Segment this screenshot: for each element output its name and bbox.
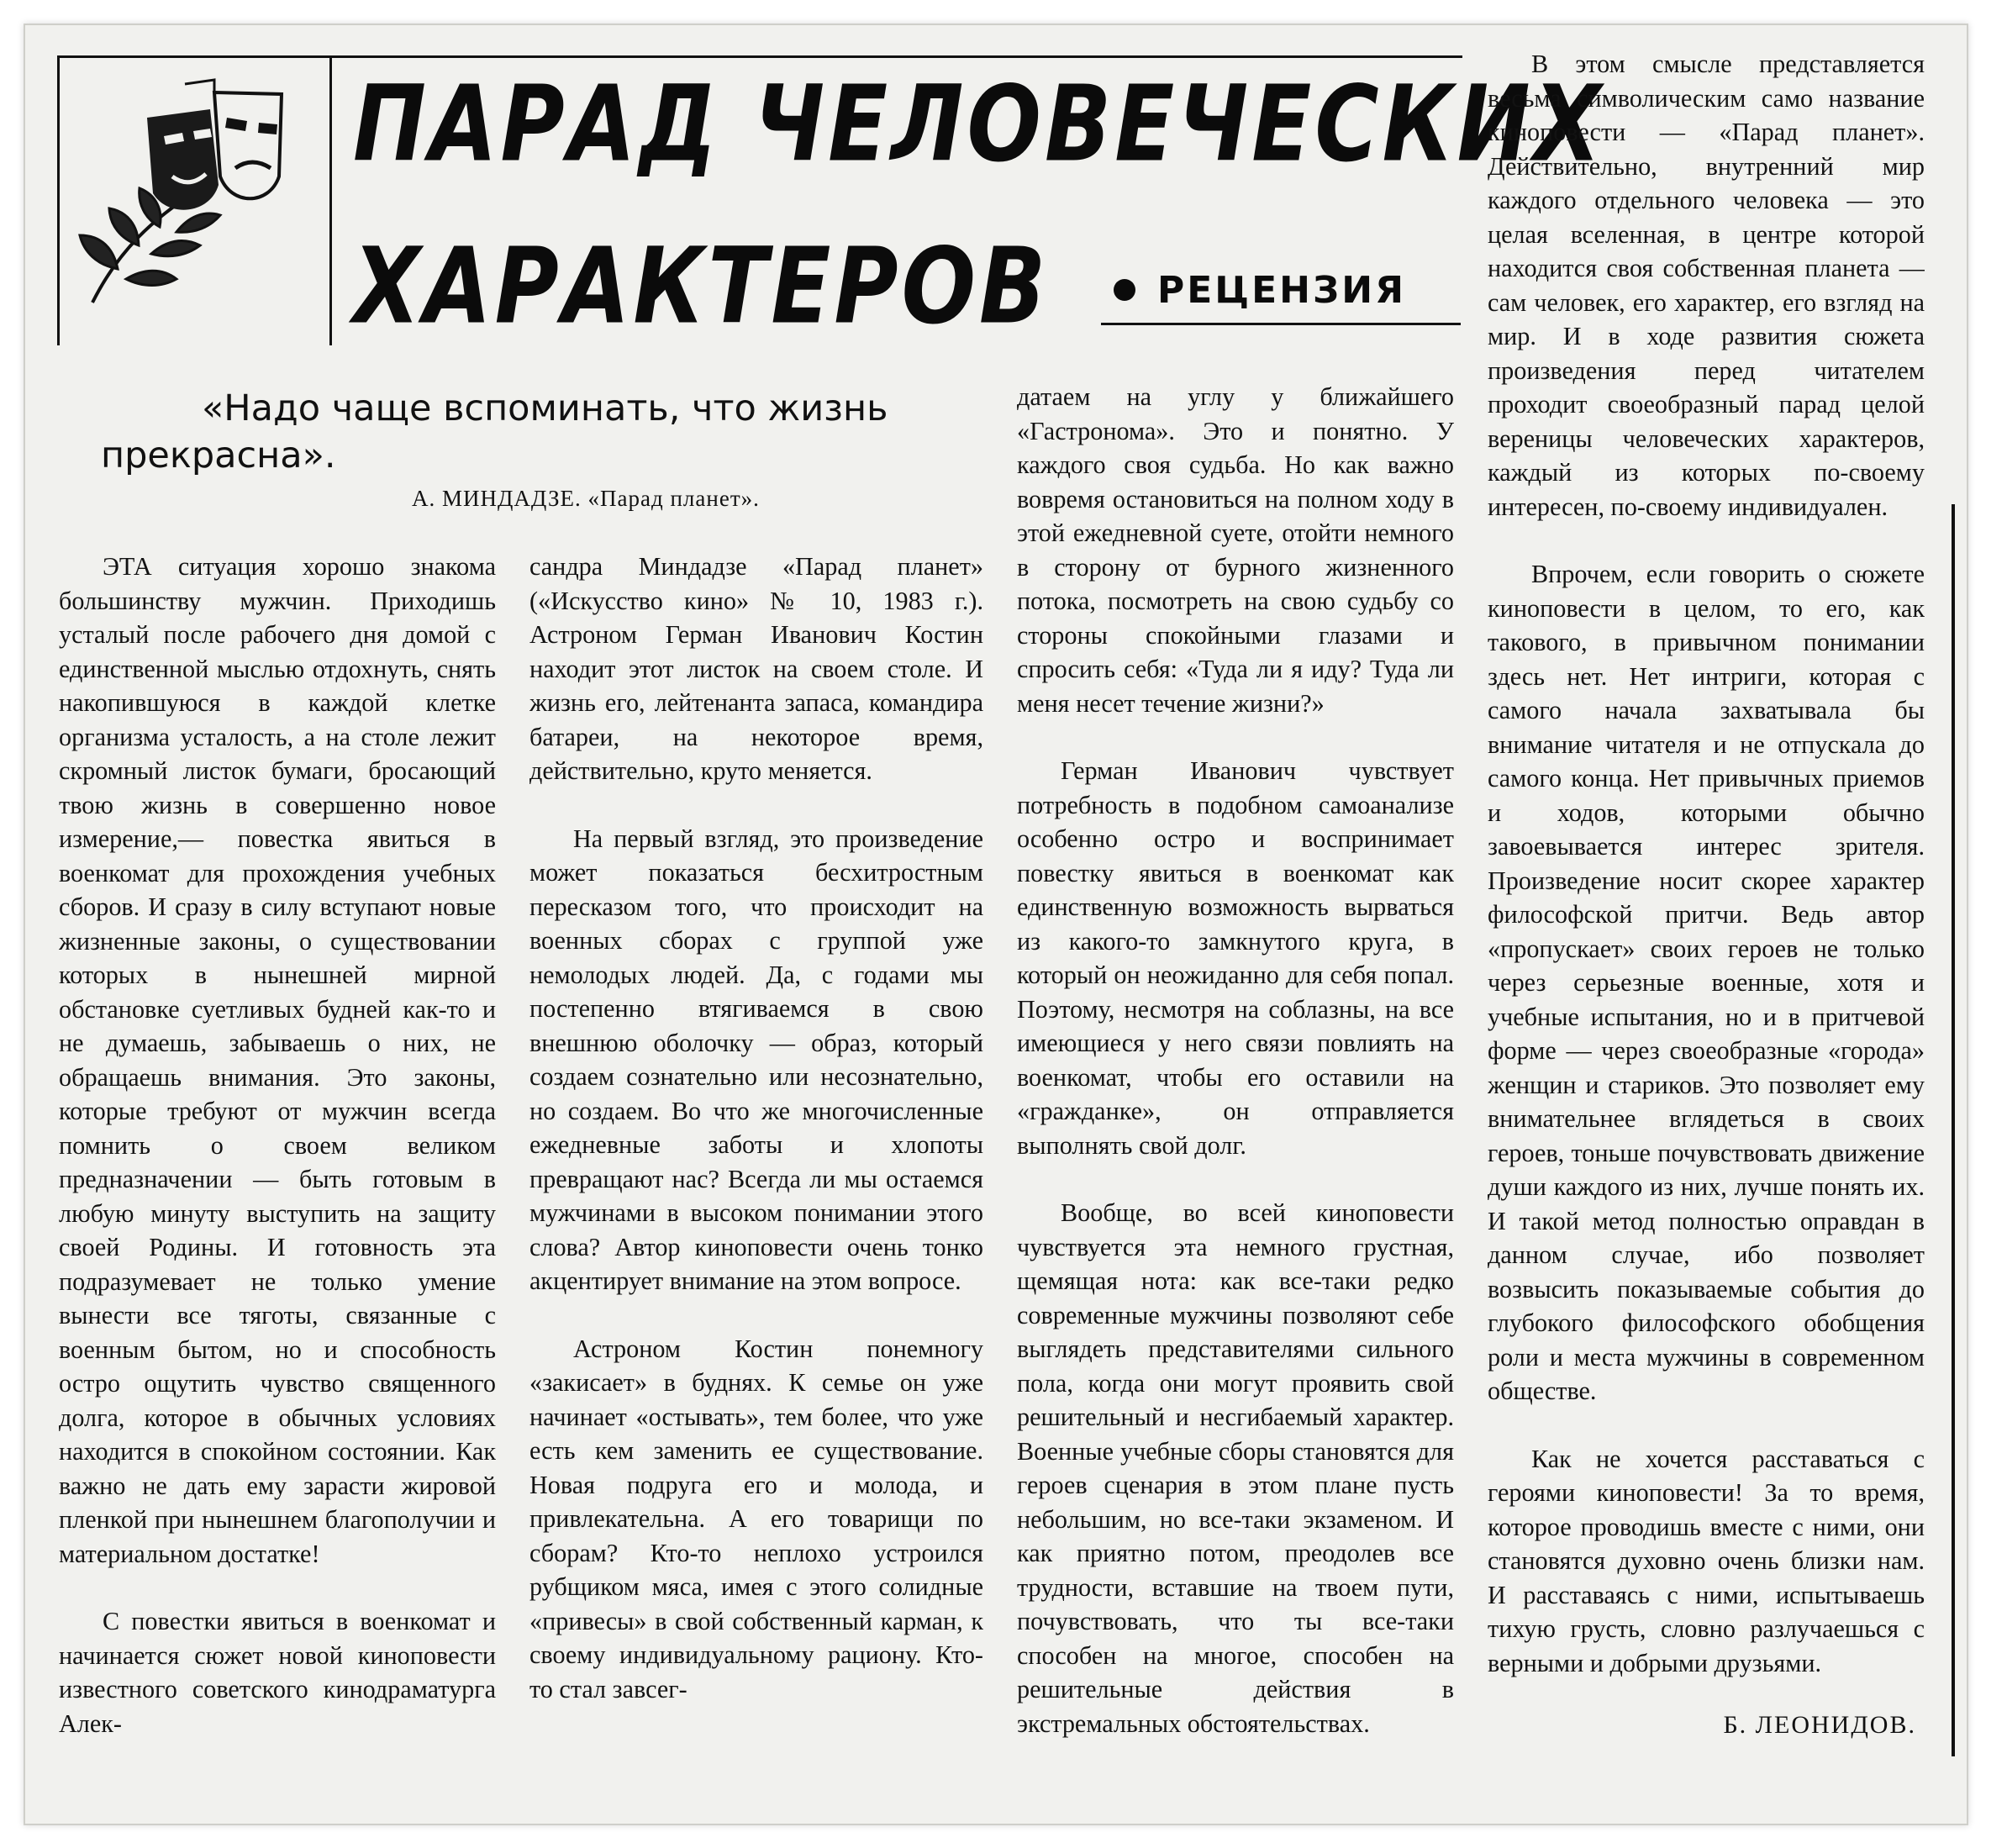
right-border-rule [1952,504,1955,1756]
paragraph: На первый взгляд, это произведение может показаться бесхитростным пересказом того, что происходит на военных сборах с группой уже немолодых людей. Да, с годами мы постепенно втягиваемся в свою внешнюю оболочку — образ, который создаем сознательно или несознательно, но создаем. Во что же многочисленные ежедневные заботы и хлопоты превращают нас? Всегда ли мы остаемся мужчинами в высоком понимании этого слова? Автор киноповести очень тонко акцентирует внимание на этом вопросе. [529,824,983,1295]
bullet-dot-icon [1114,279,1135,301]
article-column-4 [1488,47,1925,1728]
paragraph: Как не хочется расставаться с героями киноповести! За то время, которое проводишь вместе с ними, они становятся духовно очень близки нам. И расставаясь с ними, испытываешь тихую грусть, словно разлучаешься с верными и добрыми друзьями. [1488,1444,1925,1677]
logo-box-rule [329,55,332,345]
article-column-3 [1017,380,1454,1793]
theatre-masks-icon [59,59,328,311]
author-signature: Б. ЛЕОНИДОВ. [1723,1711,1916,1739]
top-border-rule [57,55,1462,58]
headline-line-1: ПАРАД ЧЕЛОВЕЧЕСКИХ [353,62,1604,186]
paragraph: датаем на углу у ближайшего «Гастронома». Это и понятно. У каждого своя судьба. Но как важно вовремя остановиться на полном ходу в этой ежедневной суете, отойти немного в сторону от бурного жизненного потока, посмотреть на свою судьбу со стороны спокойными глазами и спросить себя: «Туда ли я иду? Туда ли меня несет течение жизни?» [1017,382,1454,718]
theatre-masks-emblem [59,59,328,311]
paragraph: сандра Миндадзе «Парад планет» («Искусство кино» № 10, 1983 г.). Астроном Герман Иванович Костин находит этот листок на своем столе. И жизнь его, лейтенанта запаса, командира батареи, на некоторое время, действительно, круто меняется. [529,552,983,785]
epigraph-text: «Надо чаще вспоминать, что жизнь прекрасна». [101,387,888,476]
paragraph: ЭТА ситуация хорошо знакома большинству мужчин. Приходишь усталый после рабочего дня домой с единственной мыслью отдохнуть, снять накопившуюся в каждой клетке организма усталость, а на столе лежит скромный листок бумаги, бросающий твою жизнь в совершенно новое измерение,— повестка явиться в военкомат для прохождения учебных сборов. И сразу в силу вступают новые жизненные законы, о существовании которых в нынешней мирной обстановке суетливых будней как-то и не думаешь, забываешь о них, не обращаешь внимания. Это законы, которые требуют от мужчин всегда помнить о своем великом предназначении — быть готовым в любую минуту выступить на защиту своей Родины. И готовность эта подразумевает не только умение вынести все тяготы, связанные с военным бытом, но и способность остро ощутить чувство священного долга, которое в обычных условиях находится в спокойном состоянии. Как важно не дать ему зарасти жировой пленкой при нынешнем благополучии и материальном достатке! [59,552,496,1568]
epigraph-quote [101,385,967,479]
paragraph: Астроном Костин понемногу «закисает» в буднях. К семье он уже начинает «остывать», тем более, что уже есть кем заменить ее существование. Новая подруга его и молода, и привлекательна. А его товарищи по сборам? Кто-то неплохо устроился рубщиком мяса, имея с этого солидные «привесы» в свой собственный карман, к своему индивидуальному рациону. Кто-то стал завсег- [529,1334,983,1703]
article-column-2 [529,550,983,1793]
paragraph: Герман Иванович чувствует потребность в подобном самоанализе особенно остро и воспринимает повестку явиться в военкомат как единственную возможность вырваться из какого-то замкнутого круга, в который он неожиданно для себя попал. Поэтому, несмотря на соблазны, на все имеющиеся у него связи повлиять на военкомат, чтобы его оставили на «гражданке», он отправляется выполнять свой долг. [1017,756,1454,1160]
paragraph: Вообще, во всей киноповести чувствуется эта немного грустная, щемящая нота: как все-таки редко современные мужчины позволяют себе выглядеть представителями сильного пола, когда они могут проявить свой решительный и несгибаемый характер. Военные учебные сборы становятся для героев сценария в этом плане пусть небольшим, но все-таки экзаменом. И как приятно потом, преодолев все трудности, вставшие на твоем пути, почувствовать, что ты все-таки способен на многое, способен на решительные действия в экстремальных обстоятельствах. [1017,1198,1454,1738]
paragraph: Впрочем, если говорить о сюжете киноповести в целом, то его, как такового, в привычном понимании здесь нет. Нет интриги, которая с самого начала захватывала бы внимание читателя и не отпускала до самого конца. Нет привычных приемов и ходов, которыми обычно завоевывается интерес зрителя. Произведение носит скорее характер философской притчи. Ведь автор «пропускает» своих героев не только через серьезные военные, хотя и учебные испытания, но и в притчевой форме — через своеобразные «города» женщин и стариков. Это позволяет ему внимательнее вглядеться в своих героев, тоньше почувствовать движение души каждого из них, лучше понять их. И такой метод полностью оправдан в данном случае, ибо позволяет возвысить показываемые события до глубокого философского обобщения роли и места мужчины в современном обществе. [1488,560,1925,1405]
headline-line-2: ХАРАКТЕРОВ [353,224,1050,348]
rubric-underline-rule [1101,323,1461,325]
paragraph: С повестки явиться в военкомат и начинается сюжет новой киноповести известного советского кинодраматурга Алек- [59,1607,496,1738]
epigraph-source: А. МИНДАДЗЕ. «Парад планет». [412,486,760,511]
paragraph: В этом смысле представляется весьма символическим само название киноповести — «Парад планет». Действительно, внутренний мир каждого отдельного человека — это целая вселенная, в центре которой находится своя собственная планета — сам человек, его характер, его взгляд на мир. И в ходе развития сюжета произведения перед читателем проходит своеобразный парад целой вереницы человеческих характеров, каждый из которых по-своему интересен, по-своему индивидуален. [1488,50,1925,521]
rubric-text: РЕЦЕНЗИЯ [1157,268,1406,312]
article-column-1 [59,550,496,1793]
rubric-label [1114,261,1450,319]
